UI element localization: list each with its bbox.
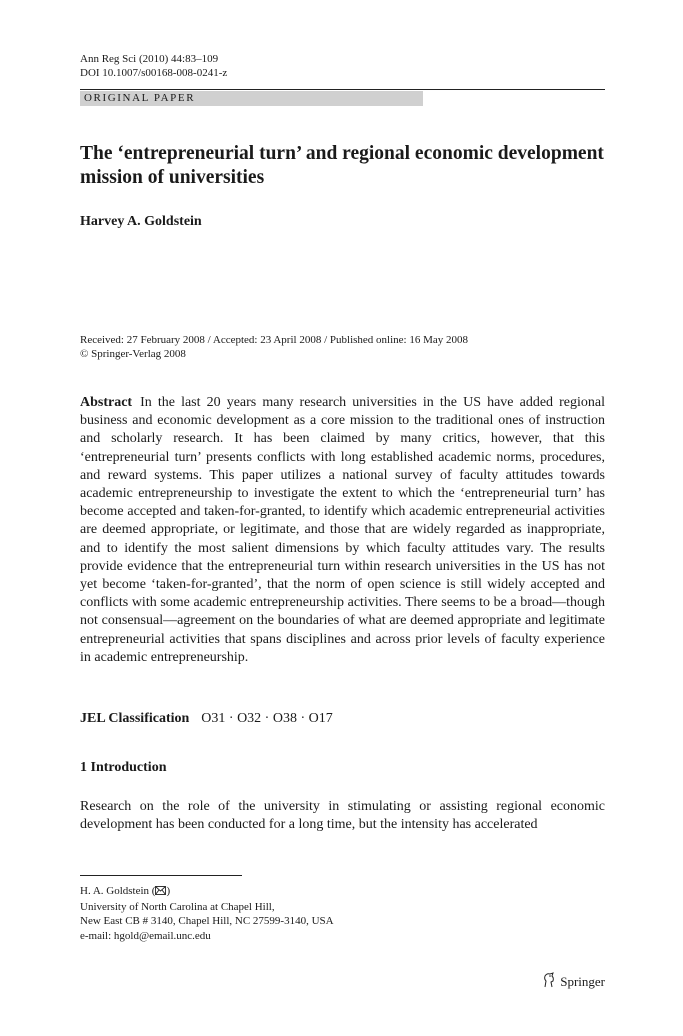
article-type: ORIGINAL PAPER — [84, 92, 196, 104]
section-text: Research on the role of the university in stimulating or assisting regional economic development has been conducted for a long time, but the intensity has accelerated — [80, 799, 605, 833]
publisher-logo — [542, 972, 605, 992]
journal-citation: Ann Reg Sci (2010) 44:83–109 — [80, 53, 219, 65]
journal-header — [80, 52, 227, 80]
header-rule — [80, 89, 605, 90]
publication-dates — [80, 333, 468, 361]
footnote-address: New East CB # 3140, Chapel Hill, NC 27599-3140, USA — [80, 915, 334, 927]
jel-classification — [80, 711, 333, 727]
footnote-name-close: ) — [166, 885, 171, 897]
footnote-name-line — [80, 884, 334, 900]
footnote-email: e-mail: hgold@email.unc.edu — [80, 929, 211, 942]
jel-label: JEL Classification — [80, 711, 190, 726]
dates-line: Received: 27 February 2008 / Accepted: 23 April 2008 / Published online: 16 May 2008 — [80, 334, 468, 346]
abstract — [80, 394, 605, 667]
author-name: Harvey A. Goldstein — [80, 214, 202, 229]
abstract-label: Abstract — [80, 395, 133, 410]
author-footnote — [80, 884, 334, 943]
footnote-name: H. A. Goldstein ( — [80, 885, 156, 897]
footnote-rule — [80, 875, 242, 876]
envelope-icon — [155, 885, 166, 900]
section-heading: 1 Introduction — [80, 760, 167, 775]
jel-codes: O31 · O32 · O38 · O17 — [201, 711, 333, 726]
springer-horse-icon — [542, 972, 556, 992]
journal-doi: DOI 10.1007/s00168-008-0241-z — [80, 67, 228, 79]
article-title: The ‘entrepreneurial turn’ and regional economic development mission of universities — [80, 143, 604, 188]
abstract-text: In the last 20 years many research universities in the US have added regional business and economic development as a core mission to the traditional ones of instruction and scholarly research. It has been claimed by many critics, however, that this ‘entrepreneurial turn’ presents conflicts with long established academic norms, procedures, and reward systems. This paper utilizes a national survey of faculty attitudes towards academic entrepreneurship to investigate the extent to which the ‘entrepreneurial turn’ has become accepted and taken-for-granted, to identify which academic entrepreneurial activities are deemed appropriate, or legitimate, and those that are widely regarded as inappropriate, and to identify the most salient dimensions by which faculty attitudes vary. The results provide evidence that the entrepreneurial turn within research universities in the US has not yet become ‘taken-for-granted’, that the norm of open science is still widely accepted and conflicts with some academic entrepreneurship activities. There seems to be a broad—though not consensual—agreement on the boundaries of what are deemed appropriate and legitimate entrepreneurial activities that spans disciplines and across prior levels of faculty experience in academic entrepreneurship. — [80, 395, 605, 665]
footnote-affiliation: University of North Carolina at Chapel Hill, — [80, 900, 275, 913]
article-type-band — [80, 91, 423, 106]
publisher-name: Springer — [560, 974, 605, 989]
copyright-line: © Springer-Verlag 2008 — [80, 348, 186, 360]
